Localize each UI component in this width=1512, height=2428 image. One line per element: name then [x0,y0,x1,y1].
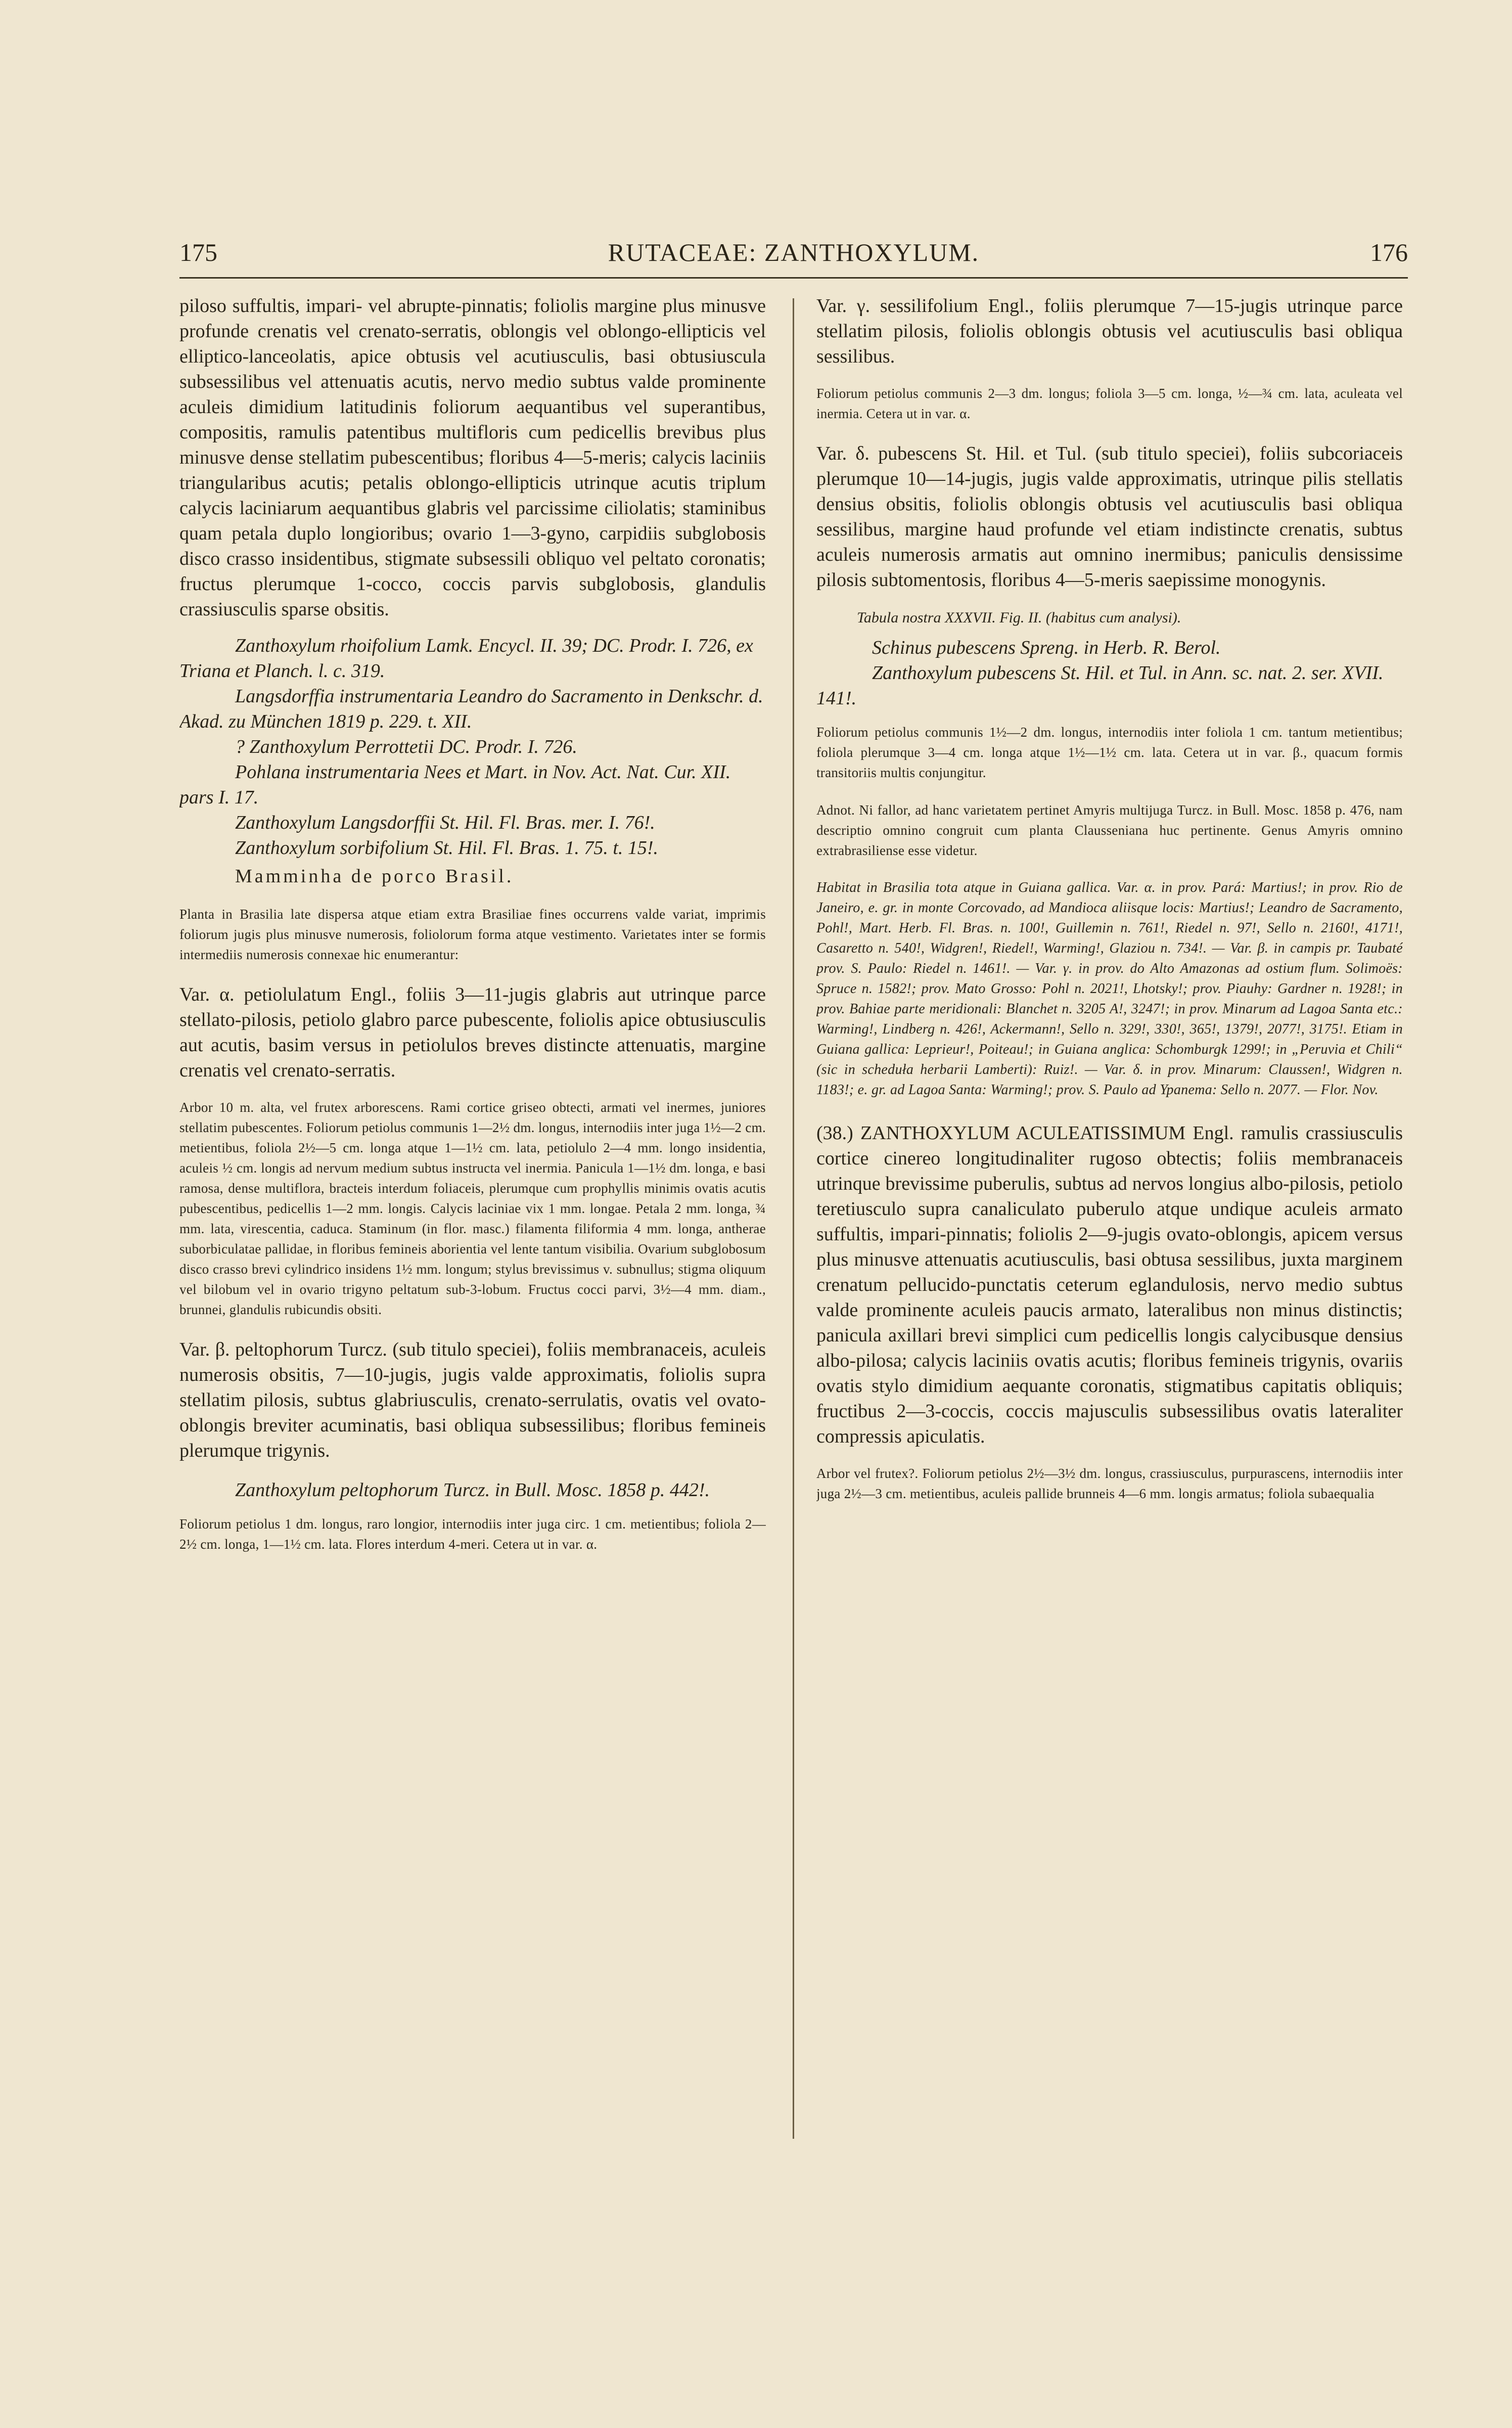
variety-beta-description: Foliorum petiolus 1 dm. longus, raro longior, internodiis inter juga circ. 1 cm. metientibus; foliola 2—2½ cm. longa, 1—1½ cm. lata. Flores interdum 4-meri. Cetera ut in var. α. [179,1516,766,1552]
running-title: RUTACEAE: ZANTHOXYLUM. [608,238,980,266]
citation: Schinus pubescens Spreng. in Herb. R. Berol. [872,637,1221,658]
header-rule [179,277,1408,279]
page-header [179,238,1408,273]
variety-alpha: Var. α. petiolulatum Engl., foliis 3—11-jugis glabris aut utrinque parce stellato-pilosis, petiolo glabro parce pubescente, foliolis apice obtusiusculis aut acutis, basim versus in petiolulos breves distincte attenuatis, margine crenatis vel crenato-serratis. [179,984,766,1081]
right-column [816,293,1403,2392]
citation: Zanthoxylum Langsdorffii St. Hil. Fl. Bras. mer. I. 76!. [235,812,655,833]
variety-beta: Var. β. peltophorum Turcz. (sub titulo speciei), foliis membranaceis, aculeis numerosis obsitis, 7—10-jugis, jugis valde approximatis, foliolis supra stellatim pilosis, subtus glabriusculis, crenato-serrulatis, ovatis vel ovato-oblongis breviter acuminatis, basi obliqua subsessilibus; floribus femineis plerumque trigynis. [179,1339,766,1461]
citation: Zanthoxylum rhoifolium Lamk. Encycl. II. 39; DC. Prodr. I. 726, ex Triana et Planch. l. c. 319. [179,635,753,682]
variability-note: Planta in Brasilia late dispersa atque etiam extra Brasiliae fines occurrens valde variat, imprimis foliorum jugis plus minusve numerosis, foliolorum forma atque vestimento. Varietates inter se formis intermediis numerosis connexae hic enumerantur: [179,907,766,962]
variety-delta-description: Foliorum petiolus communis 1½—2 dm. longus, internodiis inter foliola 1 cm. tantum metientibus; foliola plerumque 3—4 cm. longa atque 1½—1½ cm. lata. Cetera ut in var. β., quacum formis transitoriis multis conjungitur. [816,725,1403,780]
left-column [179,293,766,2392]
adnotation: Adnot. Ni fallor, ad hanc varietatem pertinet Amyris multijuga Turcz. in Bull. Mosc. 1858 p. 476, nam descriptio omnino congruit cum planta Clausseniana huc pertinente. Genus Amyris omnino extrabrasiliense esse videtur. [816,802,1403,858]
citation: Zanthoxylum peltophorum Turcz. in Bull. Mosc. 1858 p. 442!. [235,1479,710,1501]
column-divider [793,298,794,2139]
vernacular-name: Mamminha de porco Brasil. [235,866,514,887]
habitat-paragraph: Habitat in Brasilia tota atque in Guiana gallica. Var. α. in prov. Pará: Martius!; in prov. Rio de Janeiro, e. gr. in monte Corcovado, ad Mandioca aliisque locis: Martius!; Leandro de Sacramento, Pohl!, Mart. Herb. Fl. Bras. n. 100!, Guillemin n. 761!, Riedel n. 97!, Sello n. 2160!, 4171!, Casaretto n. 540!, Widgren!, Riedel!, Warming!, Glaziou n. 734!. — Var. β. in campis pr. Taubaté prov. S. Paulo: Riedel n. 1461!. — Var. γ. in prov. do Alto Amazonas ad ostium flum. Solimoës: Spruce n. 1582!; prov. Mato Grosso: Pohl n. 2021!, Lhotsky!; prov. Piauhy: Gardner n. 1928!; in prov. Bahiae parte meridionali: Blanchet n. 3205 A!, 3247!; in prov. Minarum ad Lagoa Santa etc.: Warming!, Lindberg n. 426!, Ackermann!, Sello n. 329!, 330!, 365!, 1379!, 2077!, 3175!. Etiam in Guiana gallica: Leprieur!, Poiteau!; in Guiana anglica: Schomburgk 1299!; in „Peruvia et Chili“ (sic in scheduła herbarii Lamberti): Ruiz!. — Var. δ. in prov. Minarum: Claussen!, Widgren n. 1183!; e. gr. ad Lagoa Santa: Warming!; prov. S. Paulo ad Ypanema: Sello n. 2077. — Flor. Nov. [816,880,1403,1098]
synonymy-block [179,633,766,861]
variety-delta-synonyms [816,635,1403,711]
description-continued: piloso suffultis, impari- vel abrupte-pinnatis; foliolis margine plus minusve profunde crenatis vel crenato-serratis, oblongis vel oblongo-ellipticis vel elliptico-lanceolatis, apice obtusis vel acutiusculis, basi obtusiuscula subsessilibus vel attenuatis acutis, nervo medio subtus valde prominente aculeis dimidium latitudinis foliorum aequantibus vel superantibus, compositis, ramulis patentibus multifloris cum pedicellis brevibus plus minusve dense stellatim pubescentibus; floribus 4—5-meris; calycis laciniis triangularibus acutis; petalis oblongo-ellipticis utrinque acutis triplum calycis laciniarum aequantibus glabris vel parcissime ciliolatis; staminibus quam petala duplo longioribus; ovario 1—3-gyno, carpidiis subglobosis disco crasso insidentibus, stigmate subsessili obliquo vel peltato coronatis; fructus plerumque 1-cocco, coccis parvis subglobosis, glandulis crassiusculis sparse obsitis. [179,295,766,620]
citation: ? Zanthoxylum Perrottetii DC. Prodr. I. 726. [235,736,577,757]
citation: Zanthoxylum pubescens St. Hil. et Tul. in Ann. sc. nat. 2. ser. XVII. 141!. [816,662,1384,709]
variety-delta: Var. δ. pubescens St. Hil. et Tul. (sub titulo speciei), foliis subcoriaceis plerumque 10—14-jugis, jugis valde approximatis, utrinque pilis stellatis densius obsitis, foliolis oblongis obtusis vel acutiusculis basi obliqua sessilibus, margine haud profunde vel etiam indistincte crenatis, subtus aculeis numerosis armatis aut omnino inermibus; paniculis densissime pilosis subtomentosis, floribus 4—5-meris saepissime monogynis. [816,443,1403,591]
citation: Pohlana instrumentaria Nees et Mart. in Nov. Act. Nat. Cur. XII. pars I. 17. [179,761,731,808]
species-38-details: Arbor vel frutex?. Foliorum petiolus 2½—3½ dm. longus, crassiusculus, purpurascens, internodiis inter juga 2½—3 cm. metientibus, aculeis pallide brunneis 4—6 mm. longis armatus; foliola subaequalia [816,1466,1403,1501]
variety-alpha-description: Arbor 10 m. alta, vel frutex arborescens. Rami cortice griseo obtecti, armati vel inermes, juniores stellatim pubescentes. Foliorum petiolus communis 1—2½ dm. longus, internodiis inter juga 1½—2 cm. metientibus, foliola 2½—5 cm. longa atque 1—1½ cm. lata, petiolulo 2—4 mm. longo insidentia, aculeis ½ cm. longis ad nervum medium subtus instructa vel inermia. Panicula 1—1½ dm. longa, e basi ramosa, dense multiflora, bracteis interdum foliaceis, plerumque cum prophyllis minimis ovatis acutis pubescentibus, pedicellis 1—2 mm. longis. Calycis laciniae vix 1 mm. longae. Petala 2 mm. longa, ¾ mm. lata, virescentia, caduca. Staminum (in flor. masc.) filamenta filiformia 4 mm. longa, antherae suborbiculatae pallidae, in floribus femineis aborientia vel lente tantum visibilia. Ovarium subglobosum disco crasso brevi cylindrico insidens 1½ mm. longum; stylus brevissimus v. subnullus; stigma oliquum vel bilobum vel in ovario trigyno peltatum sub-3-lobum. Fructus cocci parvi, 3½—4 mm. diam., brunnei, glandulis rubicundis obsiti. [179,1100,766,1317]
plate-reference: Tabula nostra XXXVII. Fig. II. (habitus cum analysi). [857,609,1181,626]
variety-beta-synonym [179,1477,766,1503]
species-38-description: (38.) ZANTHOXYLUM ACULEATISSIMUM Engl. ramulis crassiusculis cortice cinereo longitudinaliter rugoso obtectis; foliis membranaceis utrinque brevissime puberulis, subtus ad nervos longius albo-pilosis, petiolo teretiusculo supra canaliculato puberulo atque undique aculeis armato suffultis, impari-pinnatis; foliolis 2—9-jugis ovato-oblongis, apicem versus plus minusve attenuatis acutiusculis, basi obtusa sessilibus, juxta marginem crenatum pellucido-punctatis ceterum eglandulosis, nervo medio subtus valde prominente aculeis paucis armato, lateralibus non minus distinctis; panicula axillari brevi simplici cum pedicellis longis calycibusque densius albo-pilosa; calycis laciniis ovatis acutis; floribus femineis trigynis, ovariis ovatis stylo dimidium aequante coronatis, stigmatibus capitatis obliquis; fructibus 2—3-coccis, coccis majusculis subsessilibus ovatis lateraliter compressis apiculatis. [816,1122,1403,1447]
citation: Langsdorffia instrumentaria Leandro do Sacramento in Denkschr. d. Akad. zu München 1819 p. 229. t. XII. [179,686,763,732]
variety-gamma-description: Foliorum petiolus communis 2—3 dm. longus; foliola 3—5 cm. longa, ½—¾ cm. lata, aculeata vel inermia. Cetera ut in var. α. [816,386,1403,421]
variety-gamma: Var. γ. sessilifolium Engl., foliis plerumque 7—15-jugis utrinque parce stellatim pilosis, foliolis oblongis obtusis vel acutiusculis basi obliqua sessilibus. [816,295,1403,367]
page-number-right: 176 [1370,238,1408,266]
page-number-left: 175 [179,238,217,266]
citation: Zanthoxylum sorbifolium St. Hil. Fl. Bras. 1. 75. t. 15!. [235,837,659,859]
